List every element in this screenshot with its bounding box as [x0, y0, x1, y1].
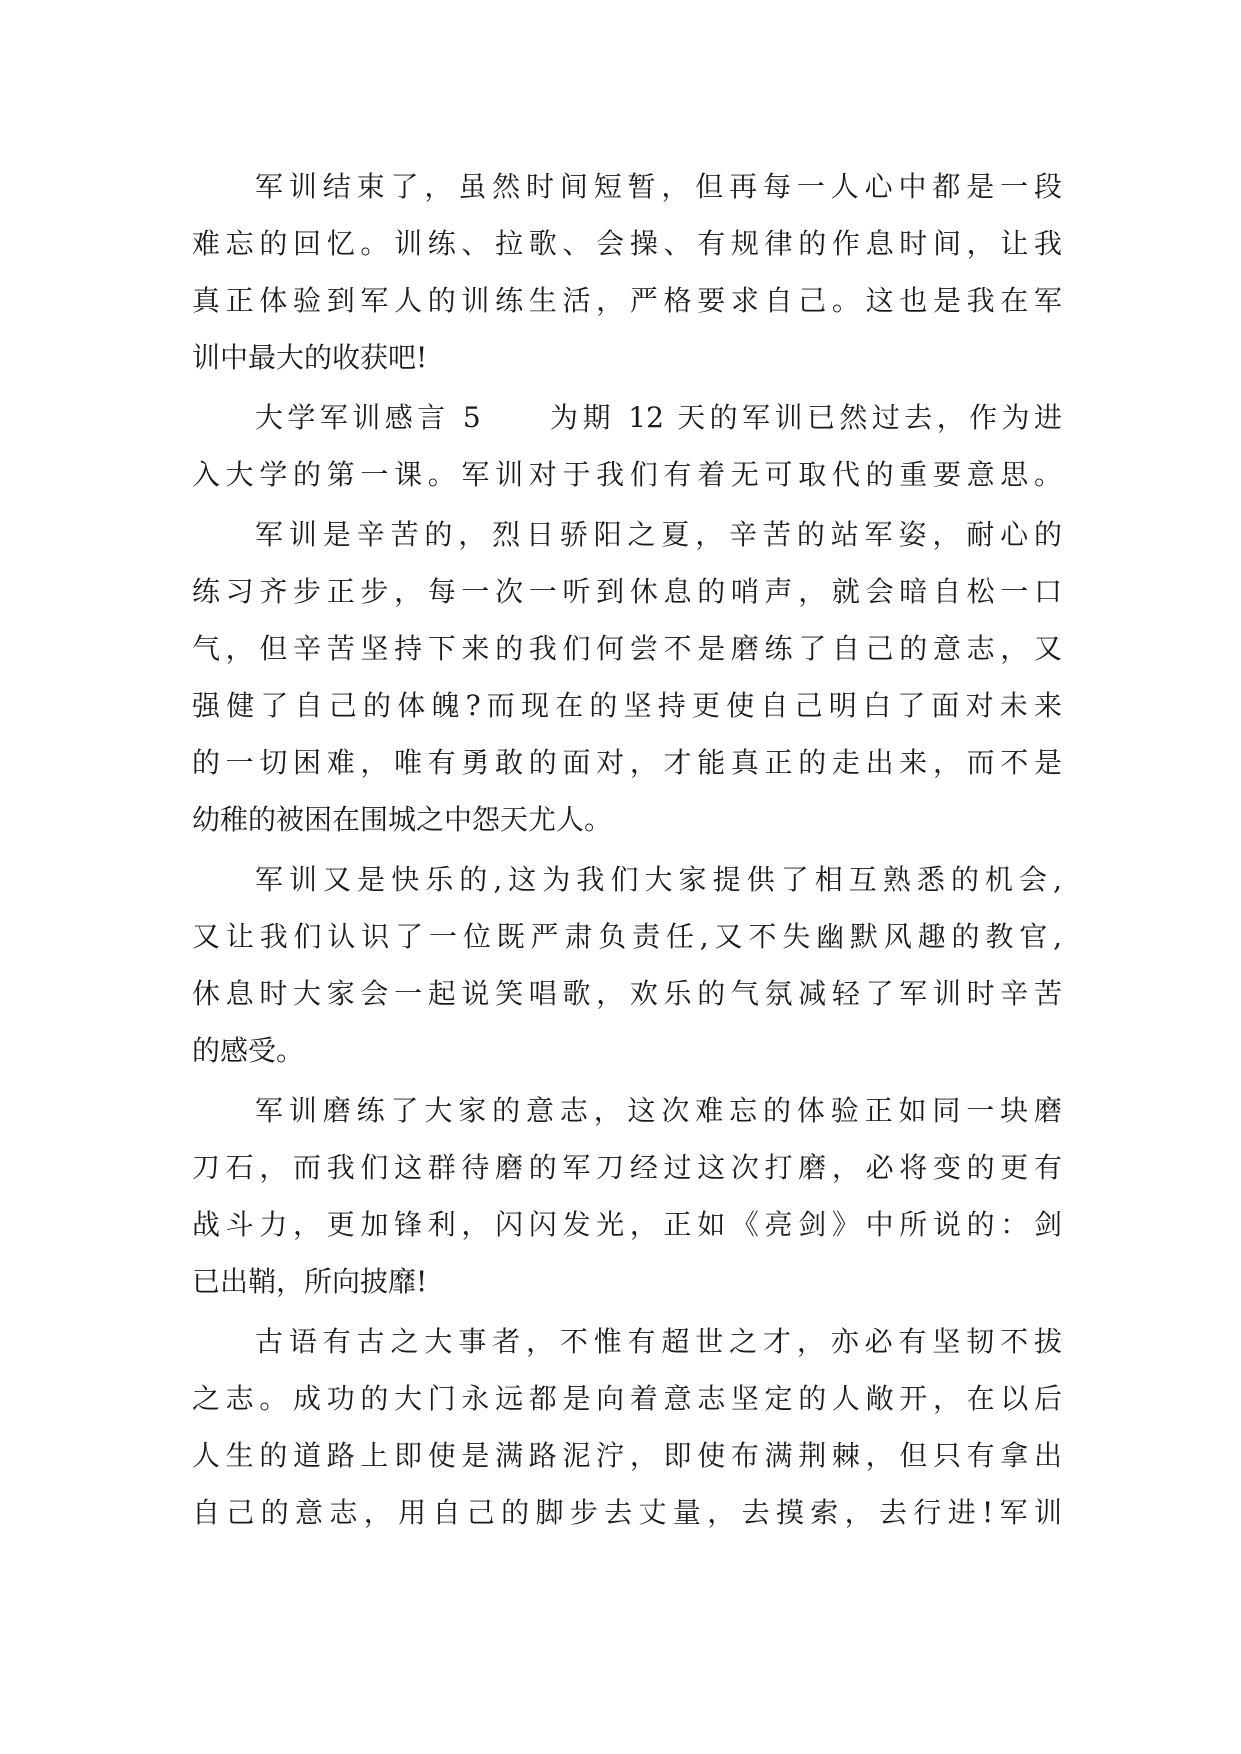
paragraph-4 — [192, 851, 1062, 1079]
paragraph-3 — [192, 506, 1062, 848]
text-line: 之志。成功的大门永远都是向着意志坚定的人敞开，在以后 — [192, 1382, 1062, 1415]
paragraph-1 — [192, 158, 1062, 386]
text-line: 气，但辛苦坚持下来的我们何尝不是磨练了自己的意志，又 — [192, 632, 1062, 665]
text-line: 训中最大的收获吧! — [192, 341, 428, 374]
text-line: 强健了自己的体魄?而现在的坚持更使自己明白了面对未来 — [192, 689, 1062, 722]
text-line: 战斗力，更加锋利，闪闪发光，正如《亮剑》中所说的：剑 — [192, 1208, 1062, 1241]
text-line: 幼稚的被困在围城之中怨天尤人。 — [192, 803, 613, 836]
text-line: 的一切困难，唯有勇敢的面对，才能真正的走出来，而不是 — [192, 746, 1062, 779]
paragraph-5 — [192, 1082, 1062, 1310]
text-line: 刀石，而我们这群待磨的军刀经过这次打磨，必将变的更有 — [192, 1151, 1062, 1184]
text-line: 真正体验到军人的训练生活，严格要求自己。这也是我在军 — [192, 284, 1062, 317]
text-line: 自己的意志，用自己的脚步去丈量，去摸索，去行进!军训 — [192, 1496, 1062, 1529]
text-line: 入大学的第一课。军训对于我们有着无可取代的重要意思。 — [192, 458, 1062, 491]
text-line: 军训又是快乐的,这为我们大家提供了相互熟悉的机会, — [255, 863, 1062, 896]
text-line: 军训是辛苦的，烈日骄阳之夏，辛苦的站军姿，耐心的 — [255, 518, 1062, 551]
text-line: 军训结束了，虽然时间短暂，但再每一人心中都是一段 — [255, 170, 1062, 203]
text-line: 大学军训感言 5 为期 12 天的军训已然过去，作为进 — [255, 401, 1062, 434]
text-line: 军训磨练了大家的意志，这次难忘的体验正如同一块磨 — [255, 1094, 1062, 1127]
text-line: 休息时大家会一起说笑唱歌，欢乐的气氛减轻了军训时辛苦 — [192, 977, 1062, 1010]
text-line: 已出鞘，所向披靡! — [192, 1265, 428, 1298]
text-line: 又让我们认识了一位既严肃负责任,又不失幽默风趣的教官, — [192, 920, 1062, 953]
paragraph-6 — [192, 1313, 1062, 1541]
paragraph-2 — [192, 389, 1062, 503]
text-line: 古语有古之大事者，不惟有超世之才，亦必有坚韧不拔 — [255, 1325, 1062, 1358]
text-line: 的感受。 — [192, 1034, 305, 1067]
text-line: 人生的道路上即使是满路泥泞，即使布满荆棘，但只有拿出 — [192, 1439, 1062, 1472]
document-body — [192, 158, 1062, 1544]
text-line: 难忘的回忆。训练、拉歌、会操、有规律的作息时间，让我 — [192, 227, 1062, 260]
text-line: 练习齐步正步，每一次一听到休息的哨声，就会暗自松一口 — [192, 575, 1062, 608]
